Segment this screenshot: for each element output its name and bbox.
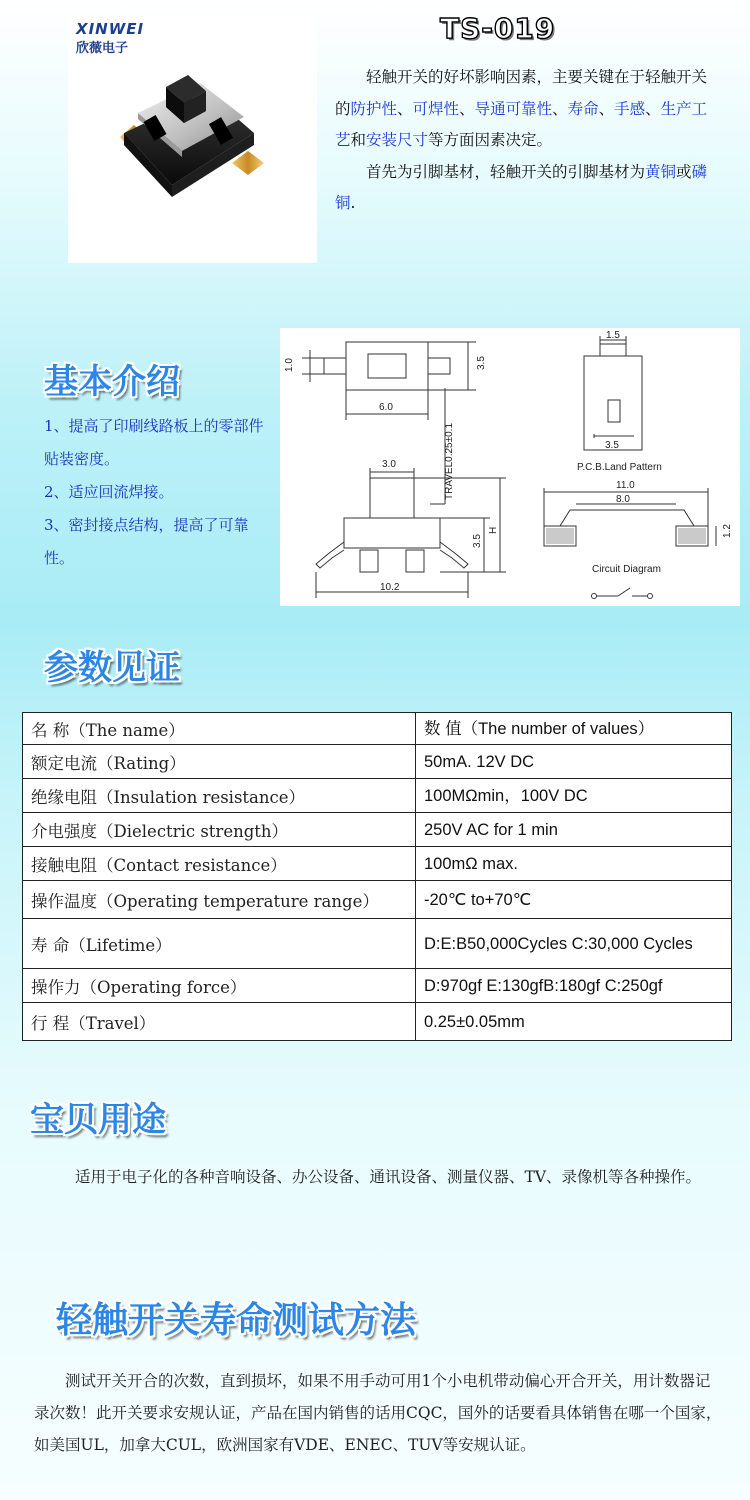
intro-text-segment: 首先为引脚基材，轻触开关的引脚基材为 [366, 162, 646, 181]
intro-text [335, 62, 720, 220]
param-name-cell: 操作力（Operating force） [23, 969, 416, 1003]
intro-text-segment: 和 [350, 131, 367, 149]
brand-logo-cn: 欣薇电子 [76, 41, 129, 56]
param-value-cell: 50mA. 12V DC [416, 745, 732, 779]
param-value-cell: -20℃ to+70℃ [416, 881, 732, 919]
intro-text-segment: 等方面因素决定。 [428, 131, 553, 149]
table-row [23, 1003, 732, 1041]
highlight-term: 手感 [614, 99, 646, 118]
intro-text-segment: 、 [397, 99, 413, 118]
param-name-cell: 介电强度（Dielectric strength） [23, 813, 416, 847]
highlight-term: 黄铜 [645, 162, 677, 181]
dim-label: 1.2 [722, 524, 733, 538]
table-row [23, 813, 732, 847]
table-row [23, 969, 732, 1003]
dim-label: 1.0 [284, 358, 295, 372]
product-image-card [68, 15, 317, 263]
dim-label: 3.0 [382, 459, 396, 470]
dim-label: 3.5 [476, 356, 487, 370]
table-row [23, 919, 732, 969]
section-heading-test: 轻触开关寿命测试方法 [56, 1300, 417, 1341]
param-value-cell: D:970gf E:130gfB:180gf C:250gf [416, 969, 732, 1003]
param-name-cell: 操作温度（Operating temperature range） [23, 881, 416, 919]
param-name-cell: 额定电流（Rating） [23, 745, 416, 779]
highlight-term: 寿命 [567, 99, 599, 118]
intro-text-segment: 、 [598, 99, 615, 118]
param-name-cell: 名 称（The name） [23, 713, 416, 745]
intro-text-segment: 或 [676, 162, 692, 181]
dim-label: 1.5 [606, 330, 620, 341]
table-row [23, 713, 732, 745]
intro-paragraph-1 [335, 62, 720, 157]
param-name-cell: 绝缘电阻（Insulation resistance） [23, 779, 416, 813]
section-heading-basic: 基本介绍 [44, 362, 180, 402]
highlight-term: 防护性 [350, 99, 398, 118]
highlight-term: 导通可靠性 [474, 99, 553, 118]
table-row [23, 847, 732, 881]
table-row [23, 779, 732, 813]
param-value-cell: 250V AC for 1 min [416, 813, 732, 847]
param-value-cell: 数 值（The number of values） [416, 713, 732, 745]
highlight-term: 生产工艺 [335, 99, 708, 149]
param-value-cell: 0.25±0.05mm [416, 1003, 732, 1041]
list-item: 1、提高了印刷线路板上的零部件贴装密度。 [44, 417, 264, 468]
intro-text-segment: 、 [552, 99, 568, 118]
dim-label: TRAVEL0.25±0.1 [444, 422, 455, 500]
param-name-cell: 行 程（Travel） [23, 1003, 416, 1041]
usage-paragraph: 适用于电子化的各种音响设备、办公设备、通讯设备、测量仪器、TV、录像机等各种操作。 [75, 1168, 702, 1186]
dimension-drawing [280, 328, 740, 606]
circuit-diagram-label: Circuit Diagram [592, 564, 661, 575]
test-paragraph: 测试开关开合的次数，直到损坏，如果不用手动可用1个小电机带动偏心开合开关，用计数器记录次数！此开关要求安规认证，产品在国内销售的话用CQC，国外的话要看具体销售在哪一个国家，如美国UL，加拿大CUL，欧洲国家有VDE、ENEC、TUV等安规认证。 [34, 1372, 722, 1454]
spec-table [22, 712, 732, 1041]
dim-label: 3.5 [605, 440, 619, 451]
dim-label: H [488, 526, 499, 534]
param-name-cell: 寿 命（Lifetime） [23, 919, 416, 969]
section-heading-params: 参数见证 [44, 648, 180, 688]
highlight-term: 磷铜 [335, 162, 708, 212]
dim-label: 10.2 [380, 582, 400, 593]
dim-label: 3.5 [472, 534, 483, 548]
highlight-term: 安装尺寸 [366, 131, 429, 149]
highlight-term: 可焊性 [412, 99, 460, 118]
dim-label: 6.0 [379, 402, 393, 413]
param-value-cell: 100mΩ max. [416, 847, 732, 881]
list-item: 2、适应回流焊接。 [44, 483, 174, 501]
model-title: TS-019 [440, 12, 556, 45]
list-item: 3、密封接点结构，提高了可靠性。 [44, 516, 249, 567]
pcb-land-pattern-label: P.C.B.Land Pattern [577, 462, 662, 473]
intro-paragraph-2 [335, 157, 720, 220]
param-name-cell: 接触电阻（Contact resistance） [23, 847, 416, 881]
switch-photo [68, 15, 317, 263]
intro-text-segment: . [350, 194, 356, 212]
intro-text-segment: 轻触开关的好坏影响因素，主要关键在于轻触开关的 [335, 68, 708, 118]
dim-label: 11.0 [616, 480, 635, 491]
section-heading-usage: 宝贝用途 [30, 1100, 166, 1140]
usage-text [44, 1161, 714, 1193]
brand-logo-en: XINWEI [76, 20, 145, 38]
dim-label: 8.0 [616, 494, 630, 505]
technical-drawing [280, 328, 740, 606]
param-value-cell: 100MΩmin，100V DC [416, 779, 732, 813]
intro-text-segment: 、 [459, 99, 475, 118]
intro-text-segment: 、 [645, 99, 661, 118]
table-row [23, 881, 732, 919]
test-method-text [34, 1365, 724, 1461]
table-row [23, 745, 732, 779]
param-value-cell: D:E:B50,000Cycles C:30,000 Cycles [416, 919, 732, 969]
basic-features-list [44, 410, 274, 575]
